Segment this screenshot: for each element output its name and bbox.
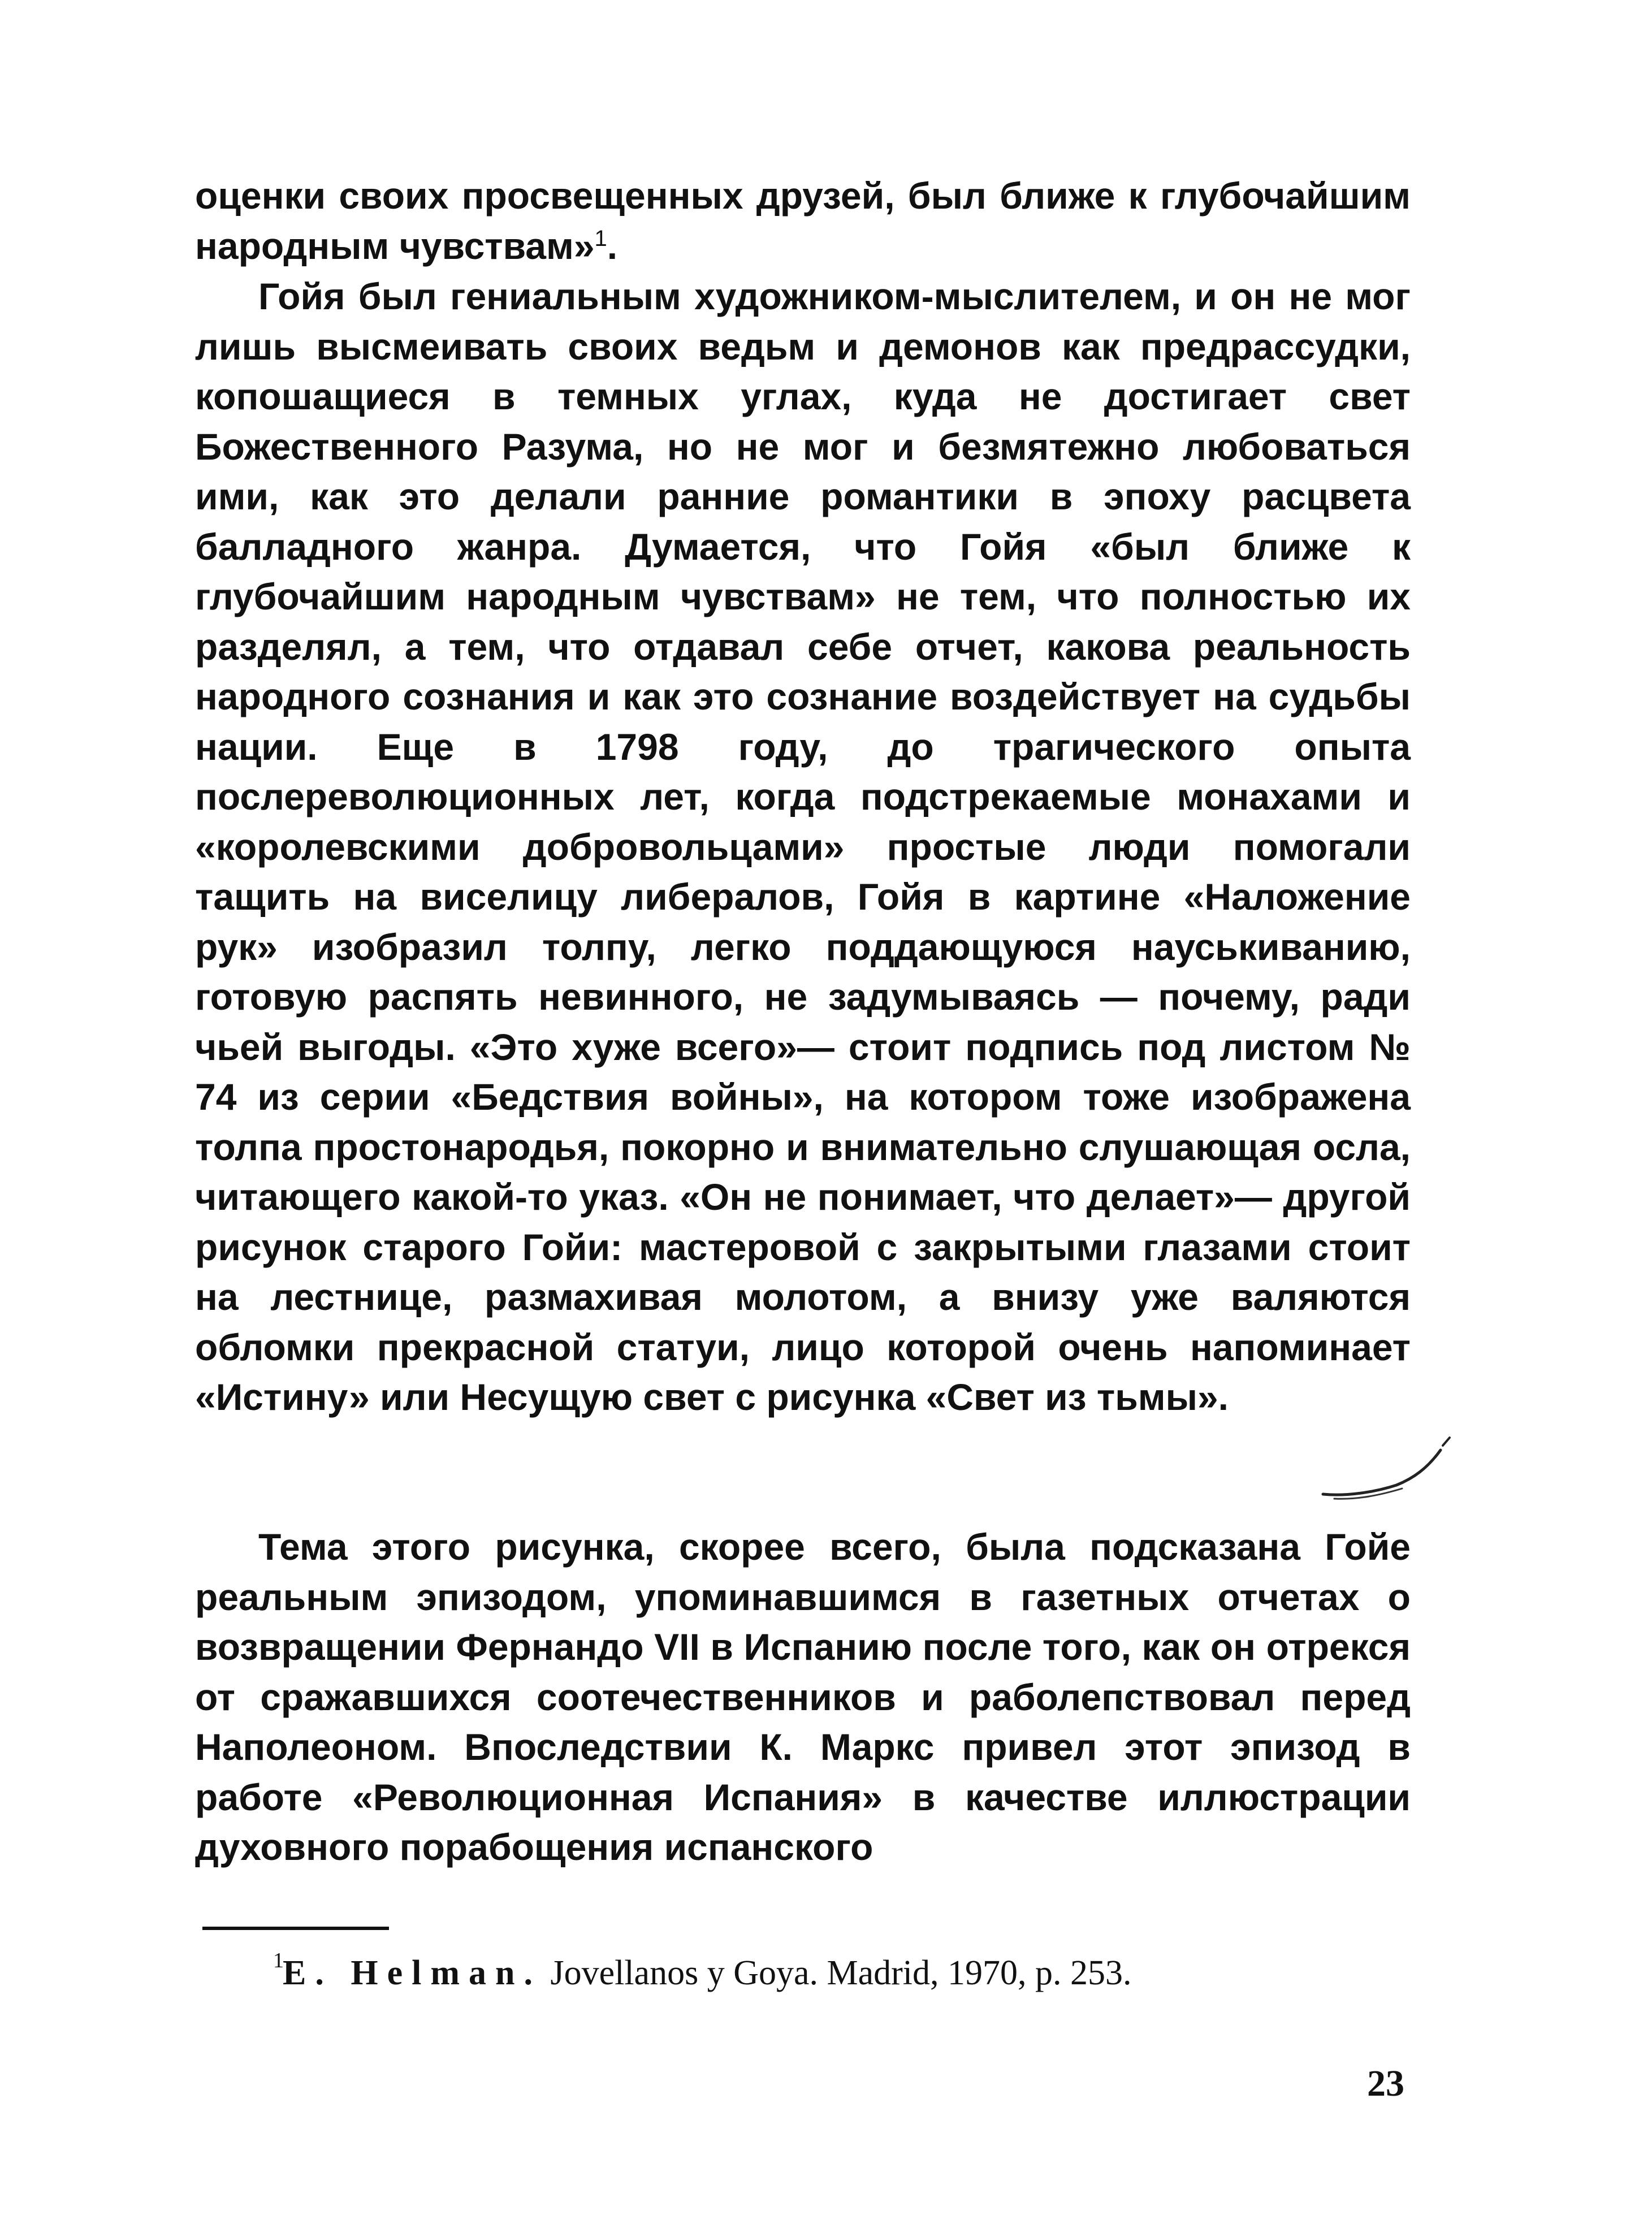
footnote-reference: 1 <box>594 226 607 251</box>
footnote <box>273 1949 1413 1996</box>
paragraph-goya: Гойя был гениальным художником-мыслителем, и он не мог лишь высмеивать своих ведьм и демонов как предрассудки, копошащиеся в темных углах, куда не достигает свет Божественного Разума, но не мог и безмятежно любоваться ими, как это делали ранние романтики в эпоху расцвета балладного жанра. Думается, что Гойя «был ближе к глубочайшим народным чувствам» не тем, что полностью их разделял, а тем, что отдавал себе отчет, какова реальность народного сознания и как это сознание воздействует на судьбы нации. Еще в 1798 году, до трагического опыта послереволюционных лет, когда подстрекаемые монахами и «королевскими добровольцами» простые люди помогали тащить на виселицу либералов, Гойя в картине «Наложение рук» изобразил толпу, легко поддающуюся науськиванию, готовую распять невинного, не задумываясь — почему, ради чьей выгоды. «Это хуже всего»— стоит подпись под листом № 74 из серии «Бедствия войны», на котором тоже изображена толпа простонародья, покорно и внимательно слушающая осла, читающего какой-то указ. «Он не понимает, что делает»— другой рисунок старого Гойи: мастеровой с закрытыми глазами стоит на лестнице, размахивая молотом, а внизу уже валяются обломки прекрасной статуи, лицо которой очень напоминает «Истину» или Несущую свет с рисунка «Свет из тьмы». <box>195 275 1411 1418</box>
carryover-paragraph <box>195 171 1411 271</box>
carryover-paragraph-end: . <box>607 224 618 267</box>
carryover-paragraph-text: оценки своих просвещенных друзей, был ближе к глубочайшим народным чувствам» <box>195 175 1411 267</box>
carryover-text <box>195 171 1411 271</box>
paragraph-theme: Тема этого рисунка, скорее всего, была подсказана Гойе реальным эпизодом, упоминавшимся в газетных отчетах о возвращении Фернандо VII в Испанию после того, как он отрекся от сражавшихся соотечественников и раболепствовал перед Наполеоном. Впоследствии К. Маркс привел этот эпизод в работе «Революционная Испания» в качестве иллюстрации духовного порабощения испанского <box>195 1526 1411 1868</box>
footnote-marker: 1 <box>273 1949 284 1972</box>
pencil-mark-icon <box>1312 1433 1453 1507</box>
page-number: 23 <box>1367 2063 1404 2104</box>
footnote-text: Jovellanos y Goya. Madrid, 1970, p. 253. <box>550 1954 1132 1992</box>
second-text <box>195 1522 1411 1872</box>
main-text <box>195 271 1411 1422</box>
footnote-divider <box>202 1927 389 1930</box>
footnote-author: E. Helman. <box>283 1954 542 1992</box>
